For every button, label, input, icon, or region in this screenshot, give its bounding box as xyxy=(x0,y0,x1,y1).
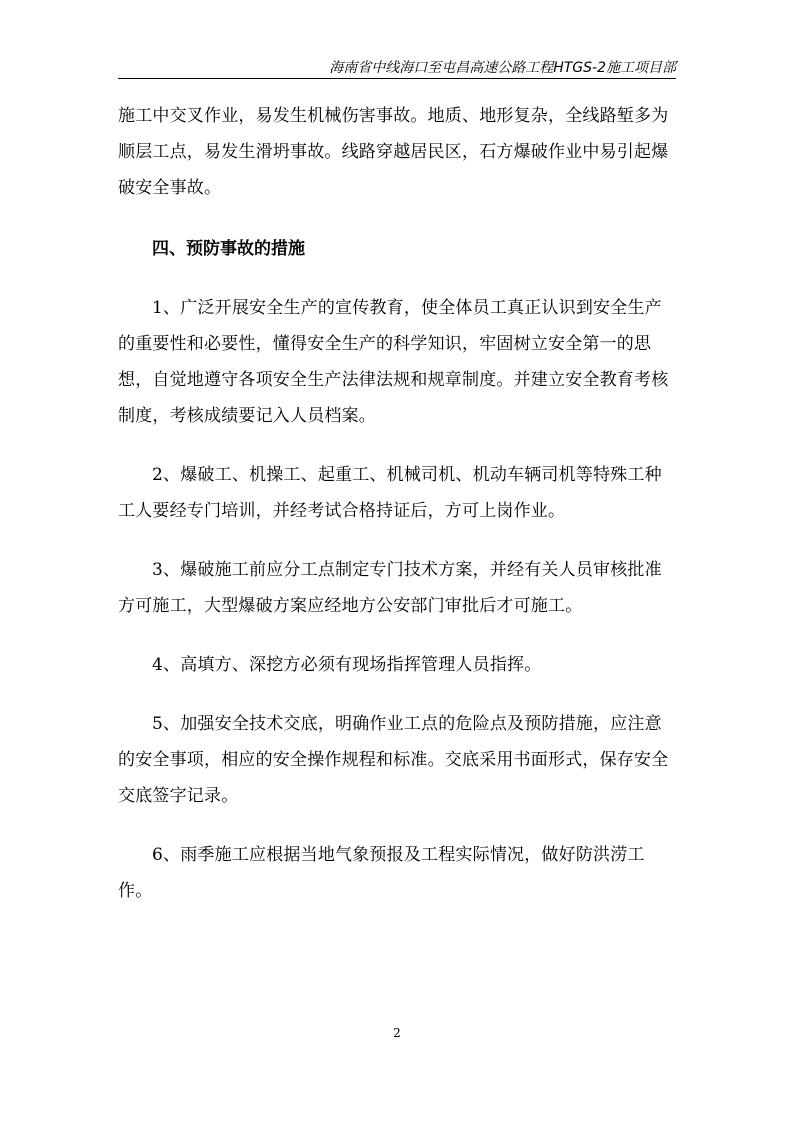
section-heading: 四、预防事故的措施 xyxy=(152,239,305,259)
measure-paragraph-3: 3、爆破施工前应分工点制定专门技术方案，并经有关人员审核批准方可施工，大型爆破方案应经地方公安部门审批后才可施工。 xyxy=(118,560,662,616)
measure-paragraph-4: 4、高填方、深挖方必须有现场指挥管理人员指挥。 xyxy=(152,655,542,675)
page-header xyxy=(118,56,676,79)
measure-paragraph-2: 2、爆破工、机操工、起重工、机械司机、机动车辆司机等特殊工种工人要经专门培训，并经考试合格持证后，方可上岗作业。 xyxy=(118,465,662,521)
page-number: 2 xyxy=(393,1026,401,1040)
header-title: 海南省中线海口至屯昌高速公路工程HTGS-2施工项目部 xyxy=(329,60,676,76)
measure-paragraph-6: 6、雨季施工应根据当地气象预报及工程实际情况，做好防洪涝工作。 xyxy=(118,845,645,901)
measure-paragraph-1: 1、广泛开展安全生产的宣传教育，使全体员工真正认识到安全生产的重要性和必要性，懂得安全生产的科学知识，牢固树立安全第一的思想，自觉地遵守各项安全生产法律法规和规章制度。并建立安全教育考核制度，考核成绩要记入人员档案。 xyxy=(118,298,669,426)
intro-paragraph: 施工中交叉作业，易发生机械伤害事故。地质、地形复杂，全线路堑多为顺层工点，易发生滑坍事故。线路穿越居民区，石方爆破作业中易引起爆破安全事故。 xyxy=(118,106,669,198)
document-body xyxy=(118,98,678,909)
measure-paragraph-5: 5、加强安全技术交底，明确作业工点的危险点及预防措施，应注意的安全事项，相应的安全操作规程和标准。交底采用书面形式，保存安全交底签字记录。 xyxy=(118,714,669,806)
